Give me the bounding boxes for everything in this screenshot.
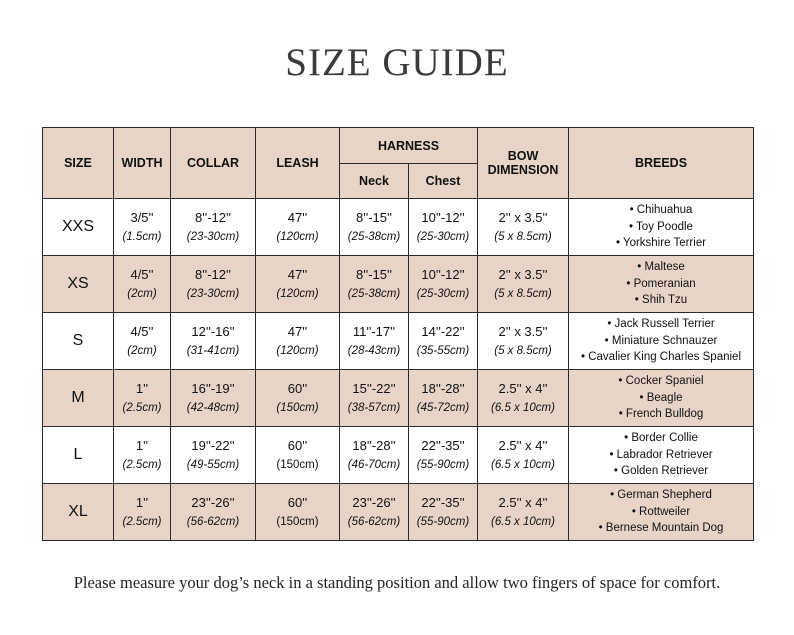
chest-cell	[409, 256, 478, 313]
leash-metric-value: (150cm)	[276, 401, 319, 414]
size-cell: M	[43, 370, 114, 427]
width-cell	[114, 427, 171, 484]
header-bow-line1: BOW	[507, 149, 539, 163]
breed-item: • Chihuahua	[629, 204, 693, 217]
collar-metric-value: (23-30cm)	[186, 230, 240, 243]
header-neck: Neck	[340, 164, 409, 199]
bow-metric-value: (6.5 x 10cm)	[491, 515, 555, 528]
collar-cell	[171, 199, 256, 256]
breed-item: • Yorkshire Terrier	[615, 237, 707, 250]
breed-item: • Shih Tzu	[634, 294, 688, 307]
header-bow-line2: DIMENSION	[487, 163, 559, 177]
header-harness: HARNESS	[340, 128, 478, 164]
width-value: 4/5''	[130, 323, 154, 339]
neck-metric-value: (46-70cm)	[347, 458, 401, 471]
leash-metric-value: (150cm)	[276, 515, 319, 528]
breed-item: • Toy Poodle	[629, 220, 693, 233]
bow-value: 2.5'' x 4''	[498, 437, 548, 453]
width-value: 4/5''	[130, 266, 154, 282]
chest-cell	[409, 313, 478, 370]
neck-cell	[340, 313, 409, 370]
chest-metric-value: (35-55cm)	[416, 344, 470, 357]
leash-value: 60''	[287, 380, 308, 396]
neck-value: 8''-15''	[356, 209, 392, 225]
bow-metric-value: (6.5 x 10cm)	[491, 401, 555, 414]
width-cell	[114, 313, 171, 370]
table-row	[43, 484, 754, 541]
width-metric-value: (2.5cm)	[122, 515, 162, 528]
width-cell	[114, 199, 171, 256]
neck-value: 23''-26''	[352, 494, 396, 510]
collar-value: 12''-16''	[191, 323, 235, 339]
breed-item: • Pomeranian	[626, 277, 696, 290]
header-width: WIDTH	[114, 128, 171, 199]
neck-value: 8''-15''	[356, 266, 392, 282]
table-row	[43, 199, 754, 256]
leash-metric-value: (120cm)	[276, 344, 319, 357]
breed-item: • Border Collie	[624, 432, 698, 445]
header-chest: Chest	[409, 164, 478, 199]
chest-value: 22''-35''	[421, 437, 465, 453]
width-cell	[114, 370, 171, 427]
chest-value: 10''-12''	[421, 209, 465, 225]
table-row	[43, 427, 754, 484]
breeds-cell	[569, 427, 754, 484]
collar-value: 19''-22''	[191, 437, 235, 453]
leash-value: 60''	[287, 437, 308, 453]
breed-item: • Beagle	[639, 391, 683, 404]
header-row	[43, 128, 754, 164]
neck-metric-value: (38-57cm)	[347, 401, 401, 414]
leash-value: 47''	[287, 266, 308, 282]
breed-item: • Jack Russell Terrier	[607, 318, 715, 331]
header-bow-dimension	[478, 128, 569, 199]
collar-value: 23''-26''	[191, 494, 235, 510]
neck-cell	[340, 256, 409, 313]
breed-item: • Maltese	[637, 261, 685, 274]
chest-metric-value: (45-72cm)	[416, 401, 470, 414]
bow-metric-value: (5 x 8.5cm)	[494, 344, 552, 357]
bow-cell	[478, 313, 569, 370]
size-cell: XS	[43, 256, 114, 313]
collar-value: 16''-19''	[191, 380, 235, 396]
neck-cell	[340, 484, 409, 541]
chest-value: 18''-28''	[421, 380, 465, 396]
breed-item: • Golden Retriever	[613, 465, 709, 478]
neck-cell	[340, 370, 409, 427]
bow-cell	[478, 427, 569, 484]
width-metric-value: (2.5cm)	[122, 401, 162, 414]
bow-cell	[478, 256, 569, 313]
chest-cell	[409, 199, 478, 256]
bow-value: 2'' x 3.5''	[498, 323, 548, 339]
breeds-cell	[569, 313, 754, 370]
chest-cell	[409, 484, 478, 541]
bow-value: 2.5'' x 4''	[498, 380, 548, 396]
breed-item: • Cocker Spaniel	[618, 375, 704, 388]
neck-metric-value: (25-38cm)	[347, 287, 401, 300]
header-leash: LEASH	[256, 128, 340, 199]
neck-cell	[340, 427, 409, 484]
breed-item: • Miniature Schnauzer	[604, 334, 718, 347]
collar-value: 8''-12''	[195, 266, 231, 282]
leash-metric-value: (120cm)	[276, 230, 319, 243]
chest-metric-value: (55-90cm)	[416, 515, 470, 528]
breed-item: • Rottweiler	[631, 505, 691, 518]
breed-item: • French Bulldog	[618, 408, 704, 421]
width-value: 1''	[135, 380, 149, 396]
bow-metric-value: (6.5 x 10cm)	[491, 458, 555, 471]
chest-cell	[409, 427, 478, 484]
table-row	[43, 370, 754, 427]
breed-item: • Labrador Retriever	[609, 448, 713, 461]
breed-item: • Bernese Mountain Dog	[598, 522, 724, 535]
collar-metric-value: (42-48cm)	[186, 401, 240, 414]
breeds-cell	[569, 256, 754, 313]
neck-value: 18''-28''	[352, 437, 396, 453]
collar-cell	[171, 427, 256, 484]
breed-item: • German Shepherd	[610, 489, 712, 502]
neck-value: 11''-17''	[352, 323, 396, 339]
width-value: 1''	[135, 494, 149, 510]
collar-cell	[171, 484, 256, 541]
table-row	[43, 256, 754, 313]
chest-value: 22''-35''	[421, 494, 465, 510]
width-metric-value: (2cm)	[127, 287, 157, 300]
size-cell: XXS	[43, 199, 114, 256]
size-cell: XL	[43, 484, 114, 541]
breed-item: • Cavalier King Charles Spaniel	[581, 351, 741, 364]
bow-metric-value: (5 x 8.5cm)	[494, 230, 552, 243]
neck-value: 15''-22''	[352, 380, 396, 396]
leash-cell	[256, 427, 340, 484]
width-metric-value: (2cm)	[127, 344, 157, 357]
leash-value: 60''	[287, 494, 308, 510]
collar-metric-value: (23-30cm)	[186, 287, 240, 300]
bow-metric-value: (5 x 8.5cm)	[494, 287, 552, 300]
leash-metric-value: (150cm)	[276, 458, 319, 471]
leash-cell	[256, 313, 340, 370]
collar-cell	[171, 256, 256, 313]
page-title: SIZE GUIDE	[285, 41, 509, 84]
width-metric-value: (1.5cm)	[122, 230, 162, 243]
neck-metric-value: (28-43cm)	[347, 344, 401, 357]
table-row	[43, 313, 754, 370]
width-value: 3/5''	[130, 209, 154, 225]
bow-value: 2'' x 3.5''	[498, 266, 548, 282]
leash-cell	[256, 199, 340, 256]
header-breeds: BREEDS	[569, 128, 754, 199]
size-cell: L	[43, 427, 114, 484]
neck-metric-value: (25-38cm)	[347, 230, 401, 243]
neck-metric-value: (56-62cm)	[347, 515, 401, 528]
width-value: 1''	[135, 437, 149, 453]
leash-cell	[256, 370, 340, 427]
collar-metric-value: (56-62cm)	[186, 515, 240, 528]
size-cell: S	[43, 313, 114, 370]
bow-value: 2.5'' x 4''	[498, 494, 548, 510]
chest-value: 14''-22''	[421, 323, 465, 339]
bow-value: 2'' x 3.5''	[498, 209, 548, 225]
bow-cell	[478, 484, 569, 541]
chest-metric-value: (25-30cm)	[416, 287, 470, 300]
measuring-note: Please measure your dog’s neck in a standing position and allow two fingers of space for comfort.	[73, 573, 721, 592]
chest-metric-value: (25-30cm)	[416, 230, 470, 243]
neck-cell	[340, 199, 409, 256]
leash-cell	[256, 484, 340, 541]
header-collar: COLLAR	[171, 128, 256, 199]
breeds-cell	[569, 484, 754, 541]
leash-value: 47''	[287, 323, 308, 339]
bow-cell	[478, 199, 569, 256]
leash-metric-value: (120cm)	[276, 287, 319, 300]
table-body	[43, 199, 754, 541]
chest-value: 10''-12''	[421, 266, 465, 282]
breeds-cell	[569, 199, 754, 256]
chest-metric-value: (55-90cm)	[416, 458, 470, 471]
header-size: SIZE	[43, 128, 114, 199]
leash-cell	[256, 256, 340, 313]
bow-cell	[478, 370, 569, 427]
width-metric-value: (2.5cm)	[122, 458, 162, 471]
leash-value: 47''	[287, 209, 308, 225]
collar-metric-value: (31-41cm)	[186, 344, 240, 357]
chest-cell	[409, 370, 478, 427]
collar-metric-value: (49-55cm)	[186, 458, 240, 471]
breeds-cell	[569, 370, 754, 427]
width-cell	[114, 484, 171, 541]
collar-value: 8''-12''	[195, 209, 231, 225]
collar-cell	[171, 313, 256, 370]
collar-cell	[171, 370, 256, 427]
size-guide-table	[42, 127, 754, 541]
width-cell	[114, 256, 171, 313]
